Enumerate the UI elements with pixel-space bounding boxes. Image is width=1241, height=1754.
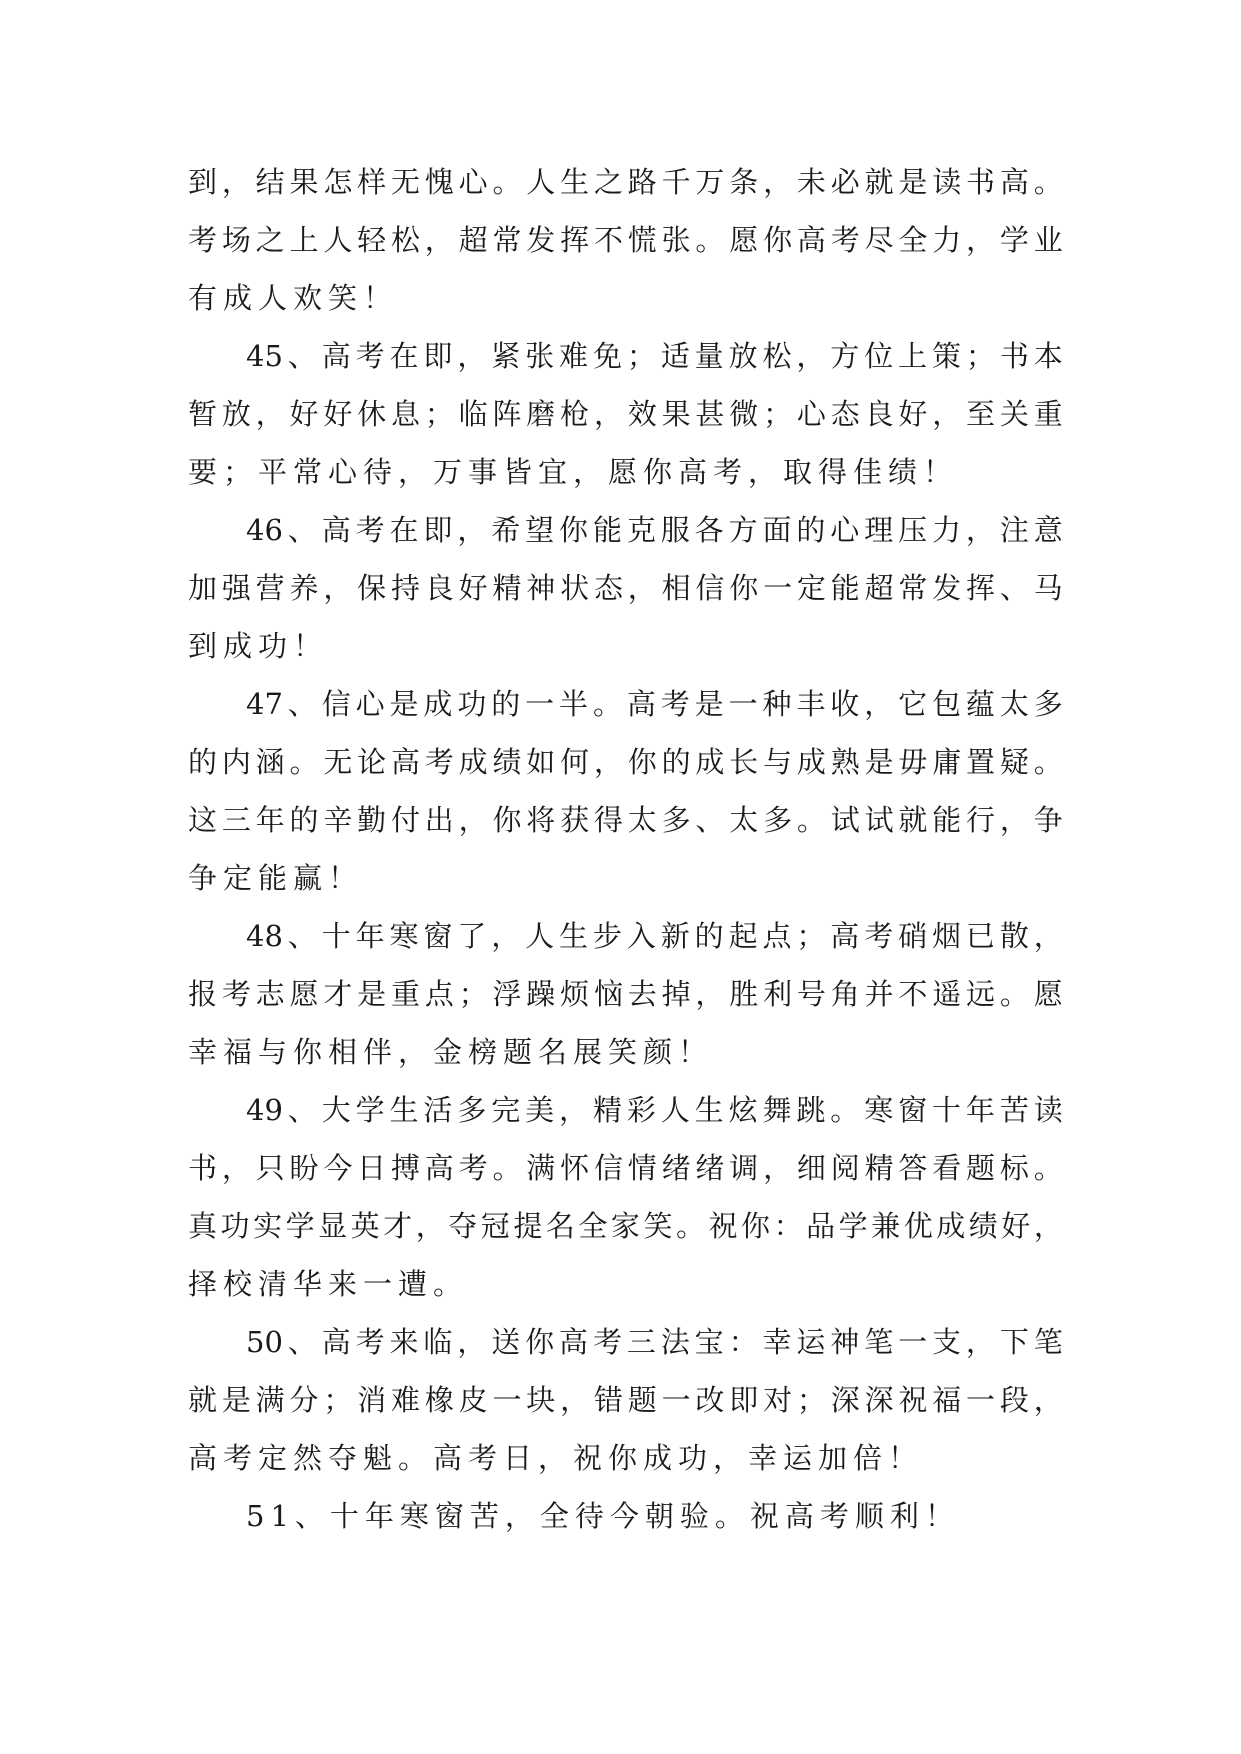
text-line: 46 、 高 考 在 即 ， 希 望 你 能 克 服 各 方 面 的 心 理 压 力 ， 注 意 [246, 513, 1063, 547]
text-line: 的 内 涵 。 无 论 高 考 成 绩 如 何 ， 你 的 成 长 与 成 熟 是 毋 庸 置 疑 。 [188, 745, 1063, 779]
text-line: 真 功 实 学 显 英 才 ， 夺 冠 提 名 全 家 笑 。 祝 你 ： 品 学 兼 优 成 绩 好 ， [188, 1209, 1063, 1243]
text-line: 51、十年寒窗苦，全待今朝验。祝高考顺利！ [246, 1499, 960, 1533]
text-line: 45 、 高 考 在 即 ， 紧 张 难 免 ； 适 量 放 松 ， 方 位 上 策 ； 书 本 [246, 339, 1063, 373]
text-line: 书 ， 只 盼 今 日 搏 高 考 。 满 怀 信 情 绪 绪 调 ， 细 阅 精 答 看 题 标 。 [188, 1151, 1063, 1185]
text-line: 暂 放 ， 好 好 休 息 ； 临 阵 磨 枪 ， 效 果 甚 微 ； 心 态 良 好 ， 至 关 重 [188, 397, 1063, 431]
text-line: 择校清华来一遭。 [188, 1267, 469, 1301]
text-line: 考 场 之 上 人 轻 松 ， 超 常 发 挥 不 慌 张 。 愿 你 高 考 尽 全 力 ， 学 业 [188, 223, 1063, 257]
text-line: 到 ， 结 果 怎 样 无 愧 心 。 人 生 之 路 千 万 条 ， 未 必 就 是 读 书 高 。 [188, 165, 1063, 199]
text-line: 要；平常心待，万事皆宜，愿你高考，取得佳绩！ [188, 455, 959, 489]
text-line: 报 考 志 愿 才 是 重 点 ； 浮 躁 烦 恼 去 掉 ， 胜 利 号 角 并 不 遥 远 。 愿 [188, 977, 1063, 1011]
text-line: 争定能赢！ [188, 861, 364, 895]
text-line: 幸福与你相伴，金榜题名展笑颜！ [188, 1035, 714, 1069]
text-line: 49 、 大 学 生 活 多 完 美 ， 精 彩 人 生 炫 舞 跳 。 寒 窗 十 年 苦 读 [246, 1093, 1063, 1127]
text-line: 47 、 信 心 是 成 功 的 一 半 。 高 考 是 一 种 丰 收 ， 它 包 蕴 太 多 [246, 687, 1063, 721]
text-line: 到成功！ [188, 629, 329, 663]
text-line: 加 强 营 养 ， 保 持 良 好 精 神 状 态 ， 相 信 你 一 定 能 超 常 发 挥 、 马 [188, 571, 1063, 605]
text-line: 高考定然夺魁。高考日，祝你成功，幸运加倍！ [188, 1441, 924, 1475]
text-line: 50 、 高 考 来 临 ， 送 你 高 考 三 法 宝 ： 幸 运 神 笔 一 支 ， 下 笔 [246, 1325, 1063, 1359]
text-line: 就 是 满 分 ； 消 难 橡 皮 一 块 ， 错 题 一 改 即 对 ； 深 深 祝 福 一 段 ， [188, 1383, 1063, 1417]
text-line: 有成人欢笑！ [188, 281, 399, 315]
text-line: 这 三 年 的 辛 勤 付 出 ， 你 将 获 得 太 多 、 太 多 。 试 试 就 能 行 ， 争 [188, 803, 1063, 837]
text-line: 48 、 十 年 寒 窗 了 ， 人 生 步 入 新 的 起 点 ； 高 考 硝 烟 已 散 ， [246, 919, 1063, 953]
document-body [188, 153, 1063, 1545]
